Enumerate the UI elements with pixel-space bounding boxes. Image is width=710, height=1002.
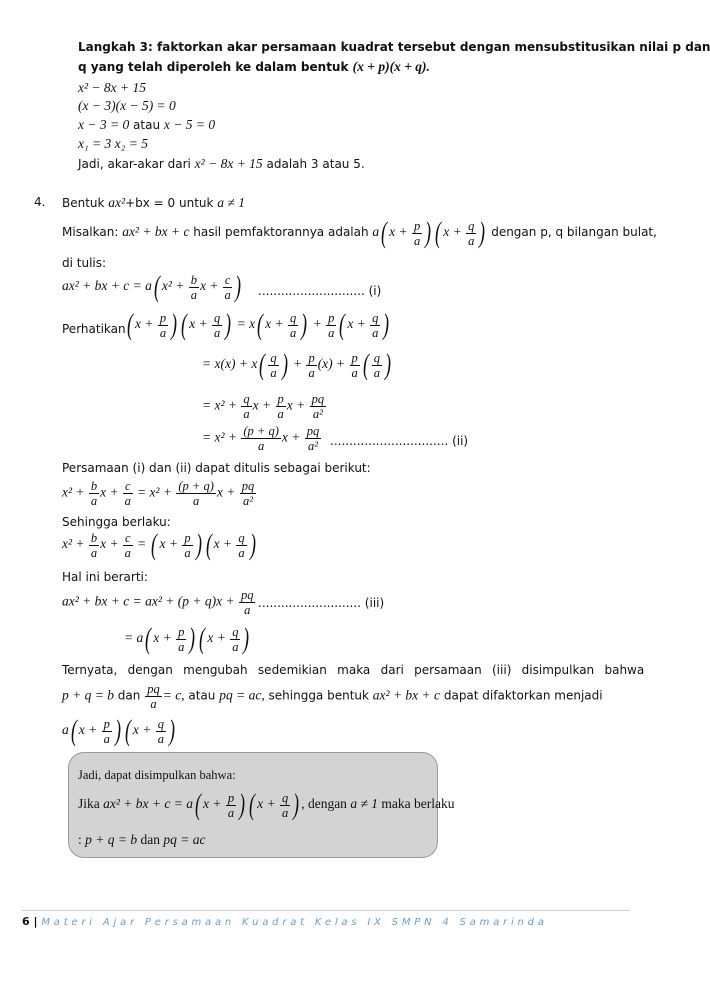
step3-expr3: [78, 117, 215, 133]
ternyata-end: dapat difaktorkan menjadi: [440, 688, 603, 703]
summary-maka: maka berlaku: [377, 796, 455, 812]
summary-dengan: , dengan: [301, 796, 351, 812]
ditulis-label: di tulis:: [62, 256, 107, 270]
ternyata-atau: atau: [184, 688, 220, 703]
summary-line3-ac: pq = ac: [163, 832, 206, 847]
sehingga-label: Sehingga berlaku:: [62, 515, 171, 529]
ternyata-line2: p + q = b dan $\frac{pq}{a}$ = c, atau pq = ac, sehingga bentuk ax² + bx + c dapat difaktorkan menjadi: [62, 682, 603, 711]
equation-sehingga: x² + $\frac{b}{a}$ x + $\frac{c}{a}$ = ( x + $\frac{p}{a}$ ) ( x + $\frac{q}{a}$ ): [62, 528, 256, 561]
hal-ini-label: Hal ini berarti:: [62, 570, 148, 584]
equation-iii: ax² + bx + c = ax² + (p + q)x + $\frac{pq}{a}$: [62, 588, 254, 617]
perhatikan-line3: = x² + $\frac{q}{a}$ x + $\frac{p}{a}$ x + $\frac{pq}{\text{a²}}$: [202, 392, 325, 421]
equation-iii-factor: = a( x + $\frac{p}{a}$ ) ( x + $\frac{q}{a}$ ): [124, 622, 250, 655]
step3-expr3-atau: atau: [129, 118, 164, 132]
summary-jika-line: Jika ax² + bx + c = a( x + $\frac{p}{a}$ ) ( x + $\frac{q}{a}$ ) , dengan a ≠ 1 maka berlaku: [78, 788, 455, 821]
item4-title-a: Bentuk: [62, 196, 109, 210]
step3-conclusion: [78, 156, 365, 172]
step3-conclusion-b: adalah 3 atau 5.: [262, 157, 365, 171]
summary-line3: [78, 832, 205, 848]
step3-heading-form: (x + p)(x + q).: [352, 59, 430, 74]
step3-conclusion-a: Jadi, akar-akar dari: [78, 157, 195, 171]
summary-line3-pq: p + q = b: [85, 832, 138, 847]
equation-i: ax² + bx + c = a( x² + $\frac{b}{a}$ x + $\frac{c}{a}$ ): [62, 270, 242, 303]
ternyata-pqac: pq = ac,: [219, 687, 265, 703]
misalkan-expr: ax² + bx + c: [122, 224, 190, 240]
footer: [22, 915, 548, 928]
item4-title: [62, 195, 245, 211]
ternyata-dan: dan: [113, 688, 145, 703]
ternyata-expr: ax² + bx + c: [372, 687, 441, 703]
step3-heading-line2: [78, 59, 430, 75]
step3-expr3-left: x − 3 = 0: [78, 117, 130, 132]
perhatikan-line1: ( x + $\frac{p}{a}$ ) ( x + $\frac{q}{a}$ ) = x( x + $\frac{q}{a}$ ) + $\frac{p}{a}$ ( x + $\frac{q}{a}$ ): [127, 308, 390, 341]
ternyata-sehingga: sehingga bentuk: [264, 688, 373, 703]
summary-title: Jadi, dapat disimpulkan bahwa:: [78, 768, 236, 782]
equation-i-tag: ............................ (i): [258, 284, 382, 298]
step3-expr1: x² − 8x + 15: [78, 80, 147, 95]
misalkan-text: hasil pemfaktorannya adalah: [189, 225, 373, 240]
item4-misalkan: [62, 218, 657, 248]
summary-line3-dan: dan: [137, 832, 164, 847]
ternyata-factor: a( x + $\frac{p}{a}$ ) ( x + $\frac{q}{a}$ ): [62, 714, 175, 747]
ternyata-eqc: = c,: [162, 687, 185, 703]
perhatikan-label: Perhatikan: [62, 322, 126, 336]
item4-title-cond: a ≠ 1: [217, 195, 245, 210]
ternyata-pq: p + q = b: [62, 687, 114, 703]
equation-iii-tag: ........................... (iii): [258, 596, 385, 610]
persamaan-text: Persamaan (i) dan (ii) dapat ditulis sebagai berikut:: [62, 461, 371, 475]
summary-cond: a ≠ 1: [350, 796, 378, 812]
step3-heading-line1: Langkah 3: faktorkan akar persamaan kuadrat tersebut dengan mensubstitusikan nilai p dan: [78, 40, 710, 54]
misalkan-tail: dengan p, q bilangan bulat,: [487, 225, 657, 240]
item4-title-expr: ax²: [108, 195, 126, 210]
footer-divider: [22, 910, 630, 911]
footer-text: Materi Ajar Persamaan Kuadrat Kelas IX SMPN 4 Samarinda: [41, 917, 548, 928]
perhatikan-line4: = x² + $\frac{(p + q)}{a}$ x + $\frac{pq}{\text{a²}}$: [202, 424, 320, 453]
page-number: 6: [22, 915, 30, 928]
step3-heading-text: q yang telah diperoleh ke dalam bentuk: [78, 60, 349, 74]
footer-separator: |: [29, 915, 42, 928]
equation-combined: x² + $\frac{b}{a}$ x + $\frac{c}{a}$ = x² + $\frac{(p + q)}{a}$ x + $\frac{pq}{\text{a²}}$: [62, 479, 255, 508]
misalkan-factor: a( x + $\frac{p}{a}$ ) ( x + $\frac{q}{a}$ ): [372, 216, 486, 249]
step3-expr3-right: x − 5 = 0: [163, 117, 216, 132]
ternyata-line1: Ternyata, dengan mengubah sedemikian maka dari persamaan (iii) disimpulkan bahwa: [62, 663, 645, 677]
summary-jika: Jika: [78, 796, 104, 812]
summary-jika-expr: ax² + bx + c = a: [103, 796, 193, 812]
step3-conclusion-expr: x² − 8x + 15: [194, 156, 263, 171]
item4-title-b: +bx = 0 untuk: [125, 196, 218, 210]
perhatikan-line2: = x(x) + x( $\frac{q}{a}$ ) + $\frac{p}{a}$ (x) + $\frac{p}{a}$ ( $\frac{q}{a}$ ): [202, 348, 392, 381]
misalkan-label: Misalkan:: [62, 225, 123, 240]
step3-expr2: (x − 3)(x − 5) = 0: [78, 98, 176, 113]
step3-roots: x₁ = 3 x₂ = 5: [78, 136, 148, 151]
equation-ii-tag: ............................... (ii): [330, 434, 469, 448]
item4-number: 4.: [34, 195, 46, 209]
summary-line3-prefix: :: [78, 832, 86, 847]
